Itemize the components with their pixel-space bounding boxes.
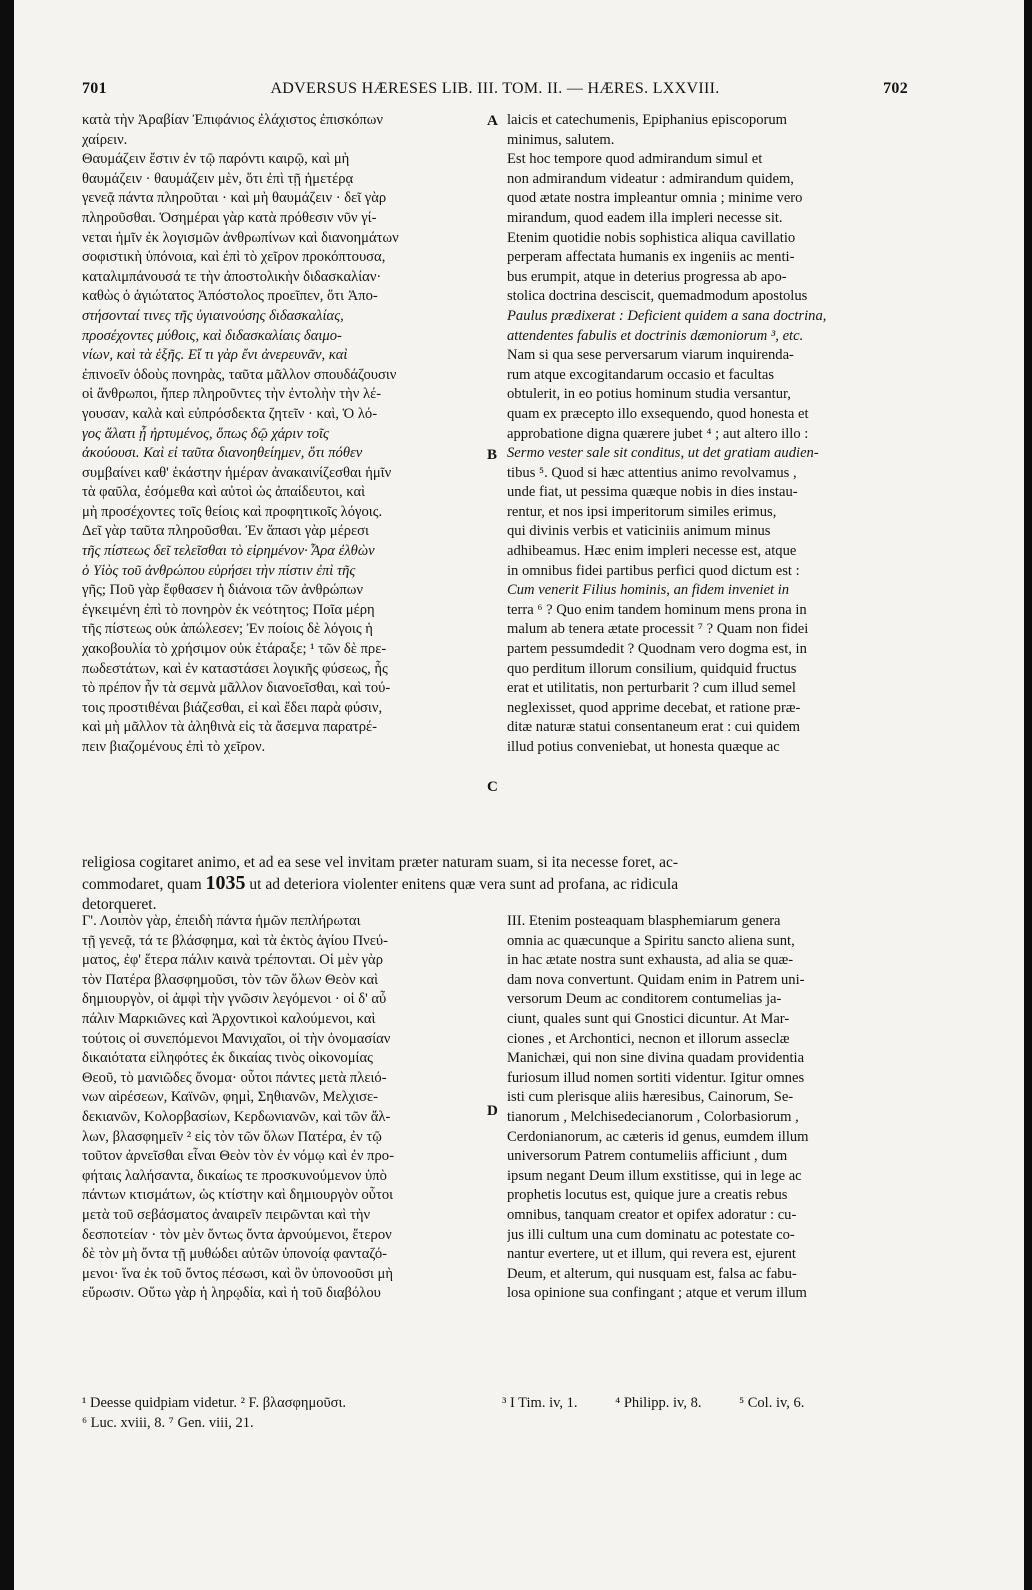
greek-bottom-line: Θεοῦ, τὸ μανιῶδες ὄνομα· οὗτοι πάντες μετὰ πλειό- [82,1069,387,1086]
latin-bottom-line: isti cum plerisque aliis hæresibus, Cainorum, Se- [507,1089,794,1106]
footnote-latin-notes [502,1393,838,1413]
scan-border-left [0,0,14,1590]
greek-bottom-line: πάλιν Μαρκιῶνες καὶ Ἀρχοντικοὶ καλούμενοι, καὶ [82,1010,376,1027]
footnote-3: ³ I Tim. iv, 1. [502,1395,578,1411]
latin-top-line: perperam affectata humanis ex ingeniis ac menti- [507,249,795,266]
latin-top-line: mirandum, quod eadem illa impleri necesse sit. [507,209,783,226]
greek-top-line: ἀκούουσι. Καὶ εἰ ταῦτα διανοηθείημεν, ὅτι πόθεν [82,445,363,462]
greek-bottom-line: τὸν Πατέρα βλασφημοῦσι, τὸν τῶν ὅλων Θεὸν καὶ [82,971,379,988]
latin-bottom-line: versorum Deum ac conditorem contumelias ja- [507,991,782,1008]
greek-bottom-line: Γ'. Λοιπὸν γὰρ, ἐπειδὴ πάντα ἡμῶν πεπλήρωται [82,913,361,929]
latin-top-line: qui divinis verbis et vaticiniis animum minus [507,523,771,540]
greek-bottom-line: εὕρωσιν. Οὕτω γὰρ ἡ ληρῳδία, καὶ ἡ τοῦ διαβόλου [82,1285,381,1302]
running-title: ADVERSUS HÆRESES LIB. III. TOM. II. — HÆRES. LXXVIII. [270,80,720,97]
greek-top-line: Θαυμάζειν ἔστιν ἐν τῷ παρόντι καιρῷ, καὶ μὴ [82,151,350,168]
greek-top-line: γουσαν, καλὰ καὶ εὐπρόσδεκτα ζητεῖν · καὶ, Ὁ λό- [82,405,378,422]
latin-top-line: in omnibus fidei partibus perfici quod dictum est : [507,562,800,579]
greek-top-line: ἐπινοεῖν ὁδοὺς πονηρὰς, ταῦτα μᾶλλον σπουδάζουσιν [82,366,397,383]
latin-bottom-line: Manichæi, qui non sine divina quadam providentia [507,1050,805,1067]
latin-top-line: rentur, et nos ipsi imperitorum similes erimus, [507,503,777,520]
column-number: 1035 [205,872,246,894]
greek-bottom-line: τοῦτον ἀρνεῖσθαι εἶναι Θεὸν τὸν ἐν νόμῳ καὶ ἐν προ- [82,1148,394,1165]
greek-top-line: κατὰ τὴν Ἀραβίαν Ἐπιφάνιος ἐλάχιστος ἐπισκόπων [82,112,383,128]
latin-top-line: Sermo vester sale sit conditus, ut det gratiam audien- [507,445,819,462]
latin-top-line: illud potius conveniebat, ut honesta quæque ac [507,739,780,755]
latin-bottom-line: III. Etenim posteaquam blasphemiarum genera [507,913,781,929]
latin-column-top [507,111,909,758]
greek-top-line: οἱ ἄνθρωποι, ἤπερ πληροῦντες τὴν ἐντολὴν τὴν λέ- [82,386,382,403]
full-width-line-2 [82,873,908,895]
latin-bottom-line: prophetis locutus est, quique jure a creatis rebus [507,1187,788,1204]
greek-top-line: προσέχοντες μύθοις, καὶ διδασκαλίαις δαιμο- [82,327,342,344]
greek-top-line: γῆς; Ποῦ γὰρ ἔφθασεν ἡ διάνοια τῶν ἀνθρώπων [82,582,363,599]
footnote-4: ⁴ Philipp. iv, 8. [615,1395,702,1411]
latin-top-line: Paulus prædixerat : Deficient quidem a sana doctrina, [507,307,827,324]
greek-top-line: τῆς πίστεως οὐκ ἀπώλεσεν; Ἐν ποίοις δὲ λόγοις ἡ [82,621,373,638]
greek-top-line: νίων, καὶ τὰ ἑξῆς. Εἴ τι γὰρ ἔνι ἀνερευνᾶν, καὶ [82,347,348,364]
greek-bottom-line: πάντων κτισμάτων, ὡς κτίστην καὶ δημιουργὸν οὗτοι [82,1187,394,1204]
greek-top-line: μὴ προσέχοντες τοῖς θείοις καὶ προφητικοῖς λόγοις. [82,503,383,520]
greek-top-line: πειν βιαζομένους ἐπὶ τὸ χεῖρον. [82,739,266,755]
margin-marker-c: C [487,779,498,795]
greek-top-line: Δεῖ γὰρ ταῦτα πληροῦσθαι. Ἐν ἅπασι γὰρ μέρεσι [82,523,369,540]
latin-top-line: laicis et catechumenis, Epiphanius episcoporum [507,112,788,128]
greek-bottom-line: δημιουργὸν, οἱ ἀμφὶ τὴν γνῶσιν λεγόμενοι · οἱ δ' αὖ [82,991,387,1008]
margin-marker-d: D [487,1103,498,1119]
latin-top-line: tibus ⁵. Quod si hæc attentius animo revolvamus , [507,464,797,481]
greek-bottom-line: λων, βλασφημεῖν ² εἰς τὸν τῶν ὅλων Πατέρα, ἐν τῷ [82,1128,382,1145]
page-header [82,80,908,102]
greek-top-line: συμβαίνει καθ' ἑκάστην ἡμέραν ἀνακαινίζεσθαι ἡμῖν [82,464,392,481]
greek-top-line: ἐγκειμένη ἐπὶ τὸ πονηρὸν ἐκ νεότητος; Ποῖα μέρη [82,601,375,618]
latin-top-line: Nam si qua sese perversarum viarum inquirenda- [507,347,794,364]
right-page-number: 702 [883,80,908,97]
greek-bottom-line: φήταις λαλήσαντα, δικαίως τε προσκυνούμενον ὑπὸ [82,1167,387,1184]
latin-bottom-line: Cerdonianorum, ac cæteris id genus, eumdem illum [507,1128,809,1145]
latin-top-line: neglexisset, quod apprime decebat, et ratione præ- [507,699,801,716]
full-width-line-1: religiosa cogitaret animo, et ad ea sese vel invitam præter naturam suam, si ita necesse foret, ac- [82,854,679,871]
latin-top-line: approbatione digna quærere jubet ⁴ ; aut altero illo : [507,425,809,442]
latin-column-bottom [507,912,909,1304]
greek-top-line: σοφιστικὴ ὑπόνοια, καὶ ἐπὶ τὸ χεῖρον προκόπτουσα, [82,249,386,266]
latin-top-line: Cum venerit Filius hominis, an fidem inveniet in [507,582,790,599]
latin-top-line: quo perditum illorum consilium, quidquid fructus [507,660,797,677]
greek-bottom-line: δεσποτείαν · τὸν μὲν ὄντως ὄντα ἀρνούμενοι, ἕτερον [82,1226,392,1243]
greek-top-line: καὶ μὴ μᾶλλον τὰ ἀληθινὰ εἰς τὰ ἄσεμνα παρατρέ- [82,719,377,736]
latin-bottom-line: losa opinione sua confingant ; atque et verum illum [507,1285,807,1302]
latin-top-line: unde fiat, ut pessima quæque nobis in dies instau- [507,484,798,501]
latin-top-line: Est hoc tempore quod admirandum simul et [507,151,763,168]
greek-top-line: τὰ φαῦλα, ἐσόμεθα καὶ αὐτοὶ ὡς ἀπαίδευτοι, καὶ [82,484,366,501]
latin-bottom-line: furiosum illud nomen sortiti videntur. Igitur omnes [507,1069,805,1086]
footnote-5: ⁵ Col. iv, 6. [739,1395,805,1411]
greek-bottom-line: τούτοις οἱ συνεπόμενοι Μανιχαῖοι, οἱ τὴν ὀνομασίαν [82,1030,391,1047]
greek-top-line: γενεᾷ πάντα πληροῦται · καὶ μὴ θαυμάζειν · δεῖ γὰρ [82,190,387,207]
greek-bottom-line: μενοι· ἵνα ἐκ τοῦ ὄντος πέσωσι, καὶ ὃν ὑπονοοῦσι μὴ [82,1265,394,1282]
latin-bottom-line: dam nova convertunt. Quidam enim in Patrem uni- [507,971,805,988]
greek-bottom-line: μετὰ τοῦ σεβάσματος ἀναιρεῖν πειρῶνται καὶ τὴν [82,1206,371,1223]
latin-top-line: quam ex præcepto illo exsequendo, quod honesta et [507,405,809,422]
latin-top-line: attendentes fabulis et doctrinis dæmoniorum ³, etc. [507,327,804,344]
greek-column-bottom [82,912,482,1304]
greek-top-line: τὸ πρέπον ἦν τὰ σεμνὰ μᾶλλον διανοεῖσθαι, καὶ τού- [82,680,391,697]
latin-top-line: non admirandum videatur : admirandum quidem, [507,170,794,187]
greek-top-line: πληροῦσθαι. Ὁσημέραι γὰρ κατὰ πρόθεσιν νῦν γί- [82,209,377,226]
latin-bottom-line: nantur evertere, ut et illum, qui revera est, ejurent [507,1246,796,1263]
greek-column-top [82,111,482,758]
footnote-row-1 [82,1393,908,1413]
latin-top-line: stolica doctrina desciscit, quemadmodum apostolus [507,288,808,305]
latin-top-line: quod ætate nostra impleantur omnia ; minime vero [507,190,803,207]
greek-bottom-line: τῇ γενεᾷ, τά τε βλάσφημα, καὶ τὰ ἐκτὸς ἁγίου Πνεύ- [82,932,388,949]
margin-marker-a: A [487,113,498,129]
latin-bottom-line: ciunt, quales sunt qui Gnostici dicuntur. At Mar- [507,1010,790,1027]
latin-top-line: terra ⁶ ? Quo enim tandem hominum mens prona in [507,601,807,618]
latin-top-line: malum ab tenera ætate processit ⁷ ? Quam non fidei [507,621,809,638]
greek-top-line: χακοβουλία τὸ χρήσιμον οὐκ ἐτάραξε; ¹ τῶν δὲ πρε- [82,641,387,658]
greek-top-line: νεται ἡμῖν ἐκ λογισμῶν ἀνθρωπίνων καὶ διανοημάτων [82,229,399,246]
latin-bottom-line: ciones , et Archontici, necnon et illorum asseclæ [507,1030,790,1047]
latin-bottom-line: Deum, et alterum, qui nusquam est, falsa ac fabu- [507,1265,797,1282]
latin-top-line: erat et utilitatis, non perturbarit ? cum illud semel [507,680,796,697]
latin-bottom-line: universorum Patrem contumeliis afficiunt , dum [507,1148,788,1165]
footnote-row-2 [82,1413,908,1433]
greek-top-line: θαυμάζειν · θαυμάζειν μὲν, ὅτι ἐπὶ τῇ ἡμετέρᾳ [82,170,354,187]
latin-bottom-line: omnia ac quæcunque a Spiritu sancto aliena sunt, [507,932,795,949]
greek-top-line: ὁ Υἱὸς τοῦ ἀνθρώπου εὑρήσει τὴν πίστιν ἐπὶ τῆς [82,562,356,579]
latin-top-line: adhibeamus. Hæc enim impleri necesse est, atque [507,543,797,560]
greek-top-line: καθὼς ὁ ἁγιώτατος Ἀπόστολος προεῖπεν, ὅτι Ἀπο- [82,288,378,305]
latin-top-line: partem pessumdedit ? Quodnam vero dogma est, in [507,641,807,658]
latin-bottom-line: ipsum negant Deum illum exstitisse, qui in lege ac [507,1167,802,1184]
latin-top-line: obtulerit, in eo potius hominum studia versantur, [507,386,791,403]
greek-top-line: πωδεστάτων, καὶ ἐν καταστάσει λογικῆς φύσεως, ἧς [82,660,388,677]
latin-top-line: Etenim quotidie nobis sophistica aliqua cavillatio [507,229,796,246]
footnotes [82,1393,908,1433]
footnote-greek-notes: ¹ Deesse quidpiam videtur. ² F. βλασφημοῦσι. [82,1395,347,1411]
latin-top-line: rum atque excogitandarum occasio et facultas [507,366,775,383]
latin-top-line: ditæ naturæ statui consentaneum erat : cui quidem [507,719,801,736]
latin-bottom-line: omnibus, tanquam creator et opifex adoratur : cu- [507,1206,797,1223]
full-width-line-2-start: commodaret, quam [82,876,206,893]
left-page-number: 701 [82,80,107,97]
greek-top-line: καταλιμπάνουσά τε τὴν ἀποστολικὴν διδασκαλίαν· [82,268,382,285]
margin-marker-b: B [487,447,498,463]
latin-top-line: bus erumpit, atque in deterius progressa ab apo- [507,268,787,285]
greek-bottom-line: ματος, ἐφ' ἕτερα πάλιν καινὰ τρέπονται. Οἱ μὲν γὰρ [82,952,383,969]
greek-top-line: στήσονταί τινες τῆς ὑγιαινούσης διδασκαλίας, [82,307,344,324]
latin-top-line: minimus, salutem. [507,131,615,148]
full-width-line-3: detorqueret. [82,896,157,913]
greek-top-line: γος ἅλατι ᾖ ἠρτυμένος, ὅπως δῷ χάριν τοῖς [82,425,329,442]
latin-bottom-line: jus illi cultum una cum dominatu ac potestate co- [507,1226,795,1243]
greek-top-line: τῆς πίστεως δεῖ τελεῖσθαι τὸ εἰρημένον· Ἆρα ἐλθὼν [82,543,375,560]
greek-top-line: τοις προστιθέναι βιάζεσθαι, εἰ καὶ ἔδει παρὰ φύσιν, [82,699,383,716]
greek-top-line: χαίρειν. [82,131,128,148]
latin-bottom-line: in hac ætate nostra sunt exhausta, ad alia se quæ- [507,952,794,969]
latin-bottom-line: tianorum , Melchisedecianorum , Colorbasiorum , [507,1108,799,1125]
full-width-paragraph [82,853,908,915]
greek-bottom-line: νων αἱρέσεων, Καϊνῶν, φημὶ, Σηθιανῶν, Μελχισε- [82,1089,378,1106]
greek-bottom-line: δικαιότατα εἰληφότες ἐκ δικαίας τινὸς οἰκονομίας [82,1050,373,1067]
greek-bottom-line: δὲ τὸν μὴ ὄντα τῇ μυθώδει αὐτῶν ὑπονοίᾳ φανταζό- [82,1246,388,1263]
footnote-6-7: ⁶ Luc. xviii, 8. ⁷ Gen. viii, 21. [82,1415,254,1431]
full-width-line-2-end: ut ad deteriora violenter enitens quæ vera sunt ad profana, ac ridicula [245,876,679,893]
scan-border-right [1024,0,1032,1590]
greek-bottom-line: δεκιανῶν, Κολορβασίων, Κερδωνιανῶν, καὶ τῶν ἄλ- [82,1108,391,1125]
